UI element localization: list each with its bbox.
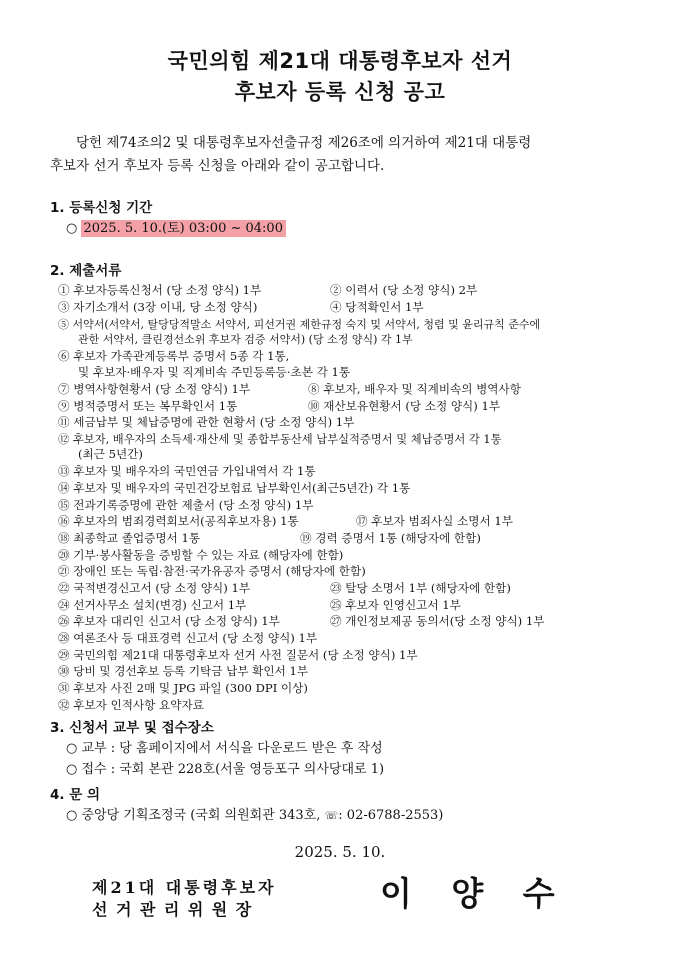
doc-item: ① 후보자등록신청서 (당 소정 양식) 1부 — [58, 283, 262, 297]
doc-item-continued: 및 후보자·배우자 및 직계비속 주민등록등·초본 각 1통 — [78, 365, 351, 379]
phone-icon: ☏ — [324, 809, 339, 822]
org-line-1: 제21대 대통령후보자 — [92, 878, 277, 897]
doc-item: ⑱ 최종학교 졸업증명서 1통 — [58, 531, 201, 545]
doc-item: ⑪ 세금납부 및 체납증명에 관한 현황서 (당 소정 양식) 1부 — [58, 415, 355, 429]
doc-item: ② 이력서 (당 소정 양식) 2부 — [330, 283, 478, 297]
doc-item: ㉒ 국적변경신고서 (당 소정 양식) 1부 — [58, 581, 251, 595]
doc-item: ⑳ 기부·봉사활동을 증빙할 수 있는 자료 (해당자에 한함) — [58, 548, 344, 562]
section-3-heading: 3. 신청서 교부 및 접수장소 — [50, 720, 214, 736]
bullet: ○ — [66, 221, 78, 236]
section-1-heading: 1. 등록신청 기간 — [50, 200, 153, 216]
doc-item: ⑤ 서약서(서약서, 탈당당적말소 서약서, 피선거권 제한규정 숙지 및 서약서, 청렴 및 윤리규칙 준수에 — [58, 318, 541, 331]
section-3-line-1: ○ 교부 : 당 홈페이지에서 서식을 다운로드 받은 후 작성 — [66, 741, 383, 756]
doc-item-continued: (최근 5년간) — [78, 447, 143, 461]
doc-item: ⑩ 재산보유현황서 (당 소정 양식) 1부 — [308, 399, 501, 413]
intro-paragraph — [50, 132, 640, 178]
intro-line-1: 당헌 제74조의2 및 대통령후보자선출규정 제26조에 의거하여 제21대 대통령 — [76, 135, 532, 151]
doc-item: ㉖ 후보자 대리인 신고서 (당 소정 양식) 1부 — [58, 614, 280, 628]
doc-item: ⑨ 병적증명서 또는 복무확인서 1통 — [58, 399, 238, 413]
period-highlight: 2025. 5. 10.(토) 03:00 ~ 04:00 — [81, 220, 285, 237]
doc-item: ⑬ 후보자 및 배우자의 국민연금 가입내역서 각 1통 — [58, 464, 316, 478]
doc-item: ⑫ 후보자, 배우자의 소득세·재산세 및 종합부동산세 납부실적증명서 및 체납증명서 각 1통 — [58, 433, 502, 446]
intro-line-2: 후보자 선거 후보자 등록 신청을 아래와 같이 공고합니다. — [50, 158, 385, 174]
title-line-2: 후보자 등록 신청 공고 — [234, 80, 446, 104]
doc-item: ㉚ 당비 및 경선후보 등록 기탁금 납부 확인서 1부 — [58, 664, 309, 678]
doc-item: ㉘ 여론조사 등 대표경력 신고서 (당 소정 양식) 1부 — [58, 631, 318, 645]
doc-item: ⑮ 전과기록증명에 관한 제출서 (당 소정 양식) 1부 — [58, 498, 314, 512]
doc-item: ⑥ 후보자 가족관계등록부 증명서 5종 각 1통, — [58, 349, 290, 363]
contact-phone: : 02-6788-2553) — [338, 808, 444, 823]
org-line-2: 선거관리위원장 — [92, 900, 260, 919]
doc-item: ⑯ 후보자의 범죄경력회보서(공직후보자용) 1통 — [58, 514, 299, 528]
section-1-period — [66, 217, 286, 236]
doc-item: ㉗ 개인정보제공 동의서(당 소정 양식) 1부 — [330, 614, 545, 628]
notice-date: 2025. 5. 10. — [294, 843, 386, 861]
doc-item: ⑧ 후보자, 배우자 및 직계비속의 병역사항 — [308, 382, 521, 396]
doc-item: ⑭ 후보자 및 배우자의 국민건강보험료 납부확인서(최근5년간) 각 1통 — [58, 481, 411, 495]
doc-item: ㉓ 탈당 소명서 1부 (해당자에 한함) — [330, 581, 511, 595]
doc-item: ⑦ 병역사항현황서 (당 소정 양식) 1부 — [58, 382, 251, 396]
doc-item: ㉛ 후보자 사진 2매 및 JPG 파일 (300 DPI 이상) — [58, 681, 308, 695]
contact-text: ○ 중앙당 기획조정국 (국회 의원회관 343호, — [66, 808, 325, 823]
title-line-1: 국민의힘 제21대 대통령후보자 선거 — [167, 49, 513, 73]
section-2-heading: 2. 제출서류 — [50, 263, 122, 279]
doc-item: ㉜ 후보자 인적사항 요약자료 — [58, 698, 204, 712]
doc-item: ③ 자기소개서 (3장 이내, 당 소정 양식) — [58, 300, 258, 314]
doc-item: ㉑ 장애인 또는 독립·참전·국가유공자 증명서 (해당자에 한함) — [58, 564, 366, 578]
doc-item-continued: 관한 서약서, 클린경선소위 후보자 검증 서약서) (당 소정 양식) 각 1부 — [78, 333, 413, 346]
doc-item: ㉕ 후보자 인영신고서 1부 — [330, 598, 461, 612]
section-4-heading: 4. 문 의 — [50, 787, 101, 803]
section-4-contact — [66, 804, 443, 823]
doc-item: ⑲ 경력 증명서 1통 (해당자에 한함) — [300, 531, 481, 545]
signer-name: 이 양 수 — [380, 874, 569, 913]
doc-item: ㉙ 국민의힘 제21대 대통령후보자 선거 사전 질문서 (당 소정 양식) 1부 — [58, 648, 418, 662]
doc-item: ㉔ 선거사무소 설치(변경) 신고서 1부 — [58, 598, 247, 612]
doc-item: ⑰ 후보자 범죄사실 소명서 1부 — [356, 514, 513, 528]
doc-item: ④ 당적확인서 1부 — [330, 300, 424, 314]
section-3-line-2: ○ 접수 : 국회 본관 228호(서울 영등포구 의사당대로 1) — [66, 762, 385, 777]
